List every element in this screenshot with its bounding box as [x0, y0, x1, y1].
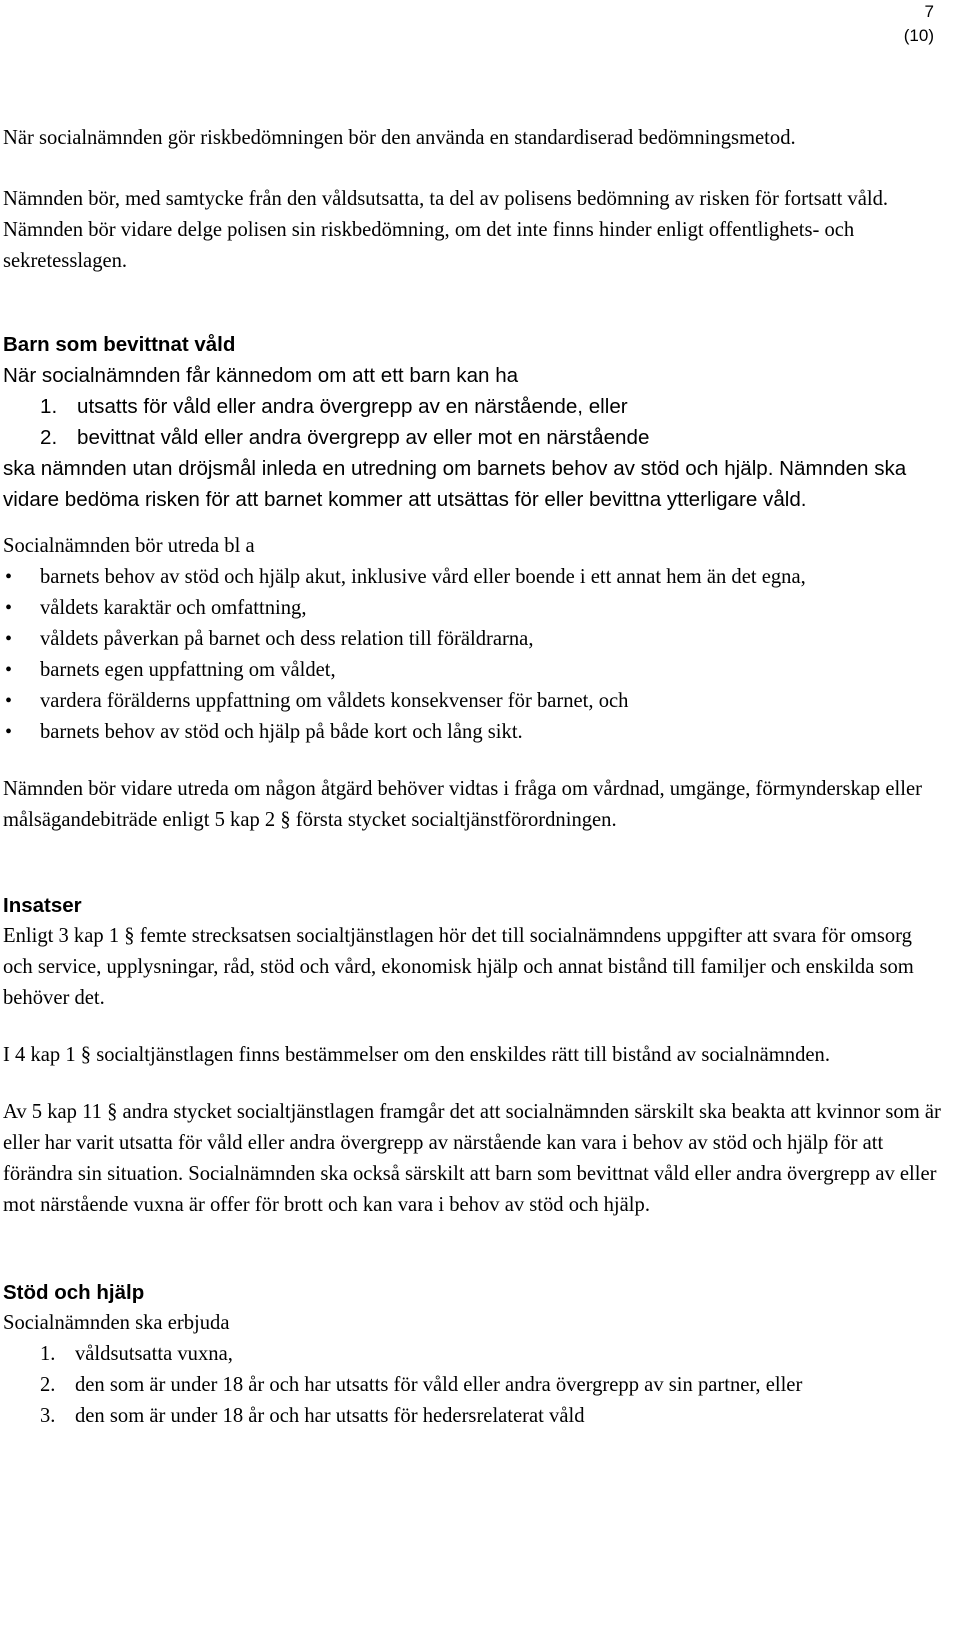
barn-lead-text: När socialnämnden får kännedom om att ett barn kan ha [3, 364, 519, 387]
list-item [3, 562, 943, 593]
list-item-number: 1. [40, 395, 58, 418]
list-item [3, 686, 943, 717]
list-item-number: 1. [40, 1343, 56, 1365]
section-heading-barn: Barn som bevittnat våld [3, 333, 236, 356]
list-item-text: den som är under 18 år och har utsatts för hedersrelaterat våld [75, 1405, 585, 1427]
list-item-number: 2. [40, 426, 58, 449]
list-item [3, 1401, 943, 1432]
barn-closing-paragraph: Nämnden bör vidare utreda om någon åtgärd behöver vidtas i fråga om vårdnad, umgänge, förmynderskap eller målsägandebiträde enligt 5 kap 2 § första stycket socialtjänstförordningen. [3, 778, 922, 831]
section-stod-och-hjalp [3, 1277, 943, 1432]
bullet-icon: • [5, 690, 13, 712]
insatser-paragraph-2: I 4 kap 1 § socialtjänstlagen finns bestämmelser om den enskildes rätt till bistånd av socialnämnden. [3, 1044, 830, 1066]
list-item-text: våldets karaktär och omfattning, [40, 597, 307, 619]
page-number-total: (10) [903, 26, 934, 45]
list-item [3, 391, 943, 422]
list-item [3, 1339, 943, 1370]
bullet-icon: • [5, 659, 13, 681]
intro-paragraph-2: Nämnden bör, med samtycke från den våldsutsatta, ta del av polisens bedömning av risken för fortsatt våld. Nämnden bör vidare delge polisen sin riskbedömning, om det inte finns hinder enligt offentlighets- och sekretesslagen. [3, 188, 889, 272]
insatser-paragraph-1: Enligt 3 kap 1 § femte strecksatsen socialtjänstlagen hör det till socialnämndens uppgifter att svara för omsorg och service, upplysningar, råd, stöd och vård, ekonomisk hjälp och annat bistånd till familjer och enskilda som behöver det. [3, 925, 914, 1009]
stod-lead-text: Socialnämnden ska erbjuda [3, 1312, 230, 1334]
investigate-lead: Socialnämnden bör utreda bl a [3, 535, 255, 557]
list-item-text: våldets påverkan på barnet och dess relation till föräldrarna, [40, 628, 534, 650]
investigate-bullet-list [3, 562, 943, 748]
list-item-text: barnets behov av stöd och hjälp på både kort och lång sikt. [40, 721, 523, 743]
bullet-icon: • [5, 566, 13, 588]
page-number-current: 7 [924, 2, 934, 21]
list-item-number: 2. [40, 1374, 56, 1396]
list-item-text: barnets egen uppfattning om våldet, [40, 659, 336, 681]
list-item [3, 624, 943, 655]
list-item [3, 655, 943, 686]
section-heading-insatser: Insatser [3, 894, 82, 917]
bullet-icon: • [5, 597, 13, 619]
list-item-number: 3. [40, 1405, 56, 1427]
list-item-text: barnets behov av stöd och hjälp akut, inklusive vård eller boende i ett annat hem än det egna, [40, 566, 806, 588]
barn-after-list-text: ska nämnden utan dröjsmål inleda en utredning om barnets behov av stöd och hjälp. Nämnden ska vidare bedöma risken för att barnet kommer att utsättas för eller bevittna ytterligare våld. [3, 457, 907, 511]
list-item-text: vardera förälderns uppfattning om våldets konsekvenser för barnet, och [40, 690, 629, 712]
list-item-text: den som är under 18 år och har utsatts för våld eller andra övergrepp av sin partner, eller [75, 1374, 803, 1396]
list-item-text: utsatts för våld eller andra övergrepp av en närstående, eller [77, 395, 628, 418]
list-item-text: bevittnat våld eller andra övergrepp av eller mot en närstående [77, 426, 650, 449]
list-item [3, 1370, 943, 1401]
list-item-text: våldsutsatta vuxna, [75, 1343, 233, 1365]
document-body [3, 123, 943, 1432]
list-item [3, 593, 943, 624]
page-number [904, 0, 934, 48]
bullet-icon: • [5, 721, 13, 743]
stod-numbered-list [3, 1339, 943, 1432]
intro-paragraph-1: När socialnämnden gör riskbedömningen bör den använda en standardiserad bedömningsmetod. [3, 127, 796, 149]
section-barn-som-bevittnat-vald [3, 329, 943, 515]
list-item [3, 717, 943, 748]
barn-numbered-list [3, 391, 943, 453]
insatser-paragraph-3: Av 5 kap 11 § andra stycket socialtjänstlagen framgår det att socialnämnden särskilt ska beakta att kvinnor som är eller har varit utsatta för våld eller andra övergrepp av närstående kan vara i behov av stöd och hjälp för att förändra sin situation. Socialnämnden ska också särskilt att barn som bevittnat våld eller andra övergrepp av eller mot närstående vuxna är offer för brott och kan vara i behov av stöd och hjälp. [3, 1101, 941, 1216]
list-item [3, 422, 943, 453]
section-insatser [3, 890, 943, 1221]
bullet-icon: • [5, 628, 13, 650]
section-heading-stod: Stöd och hjälp [3, 1281, 145, 1304]
